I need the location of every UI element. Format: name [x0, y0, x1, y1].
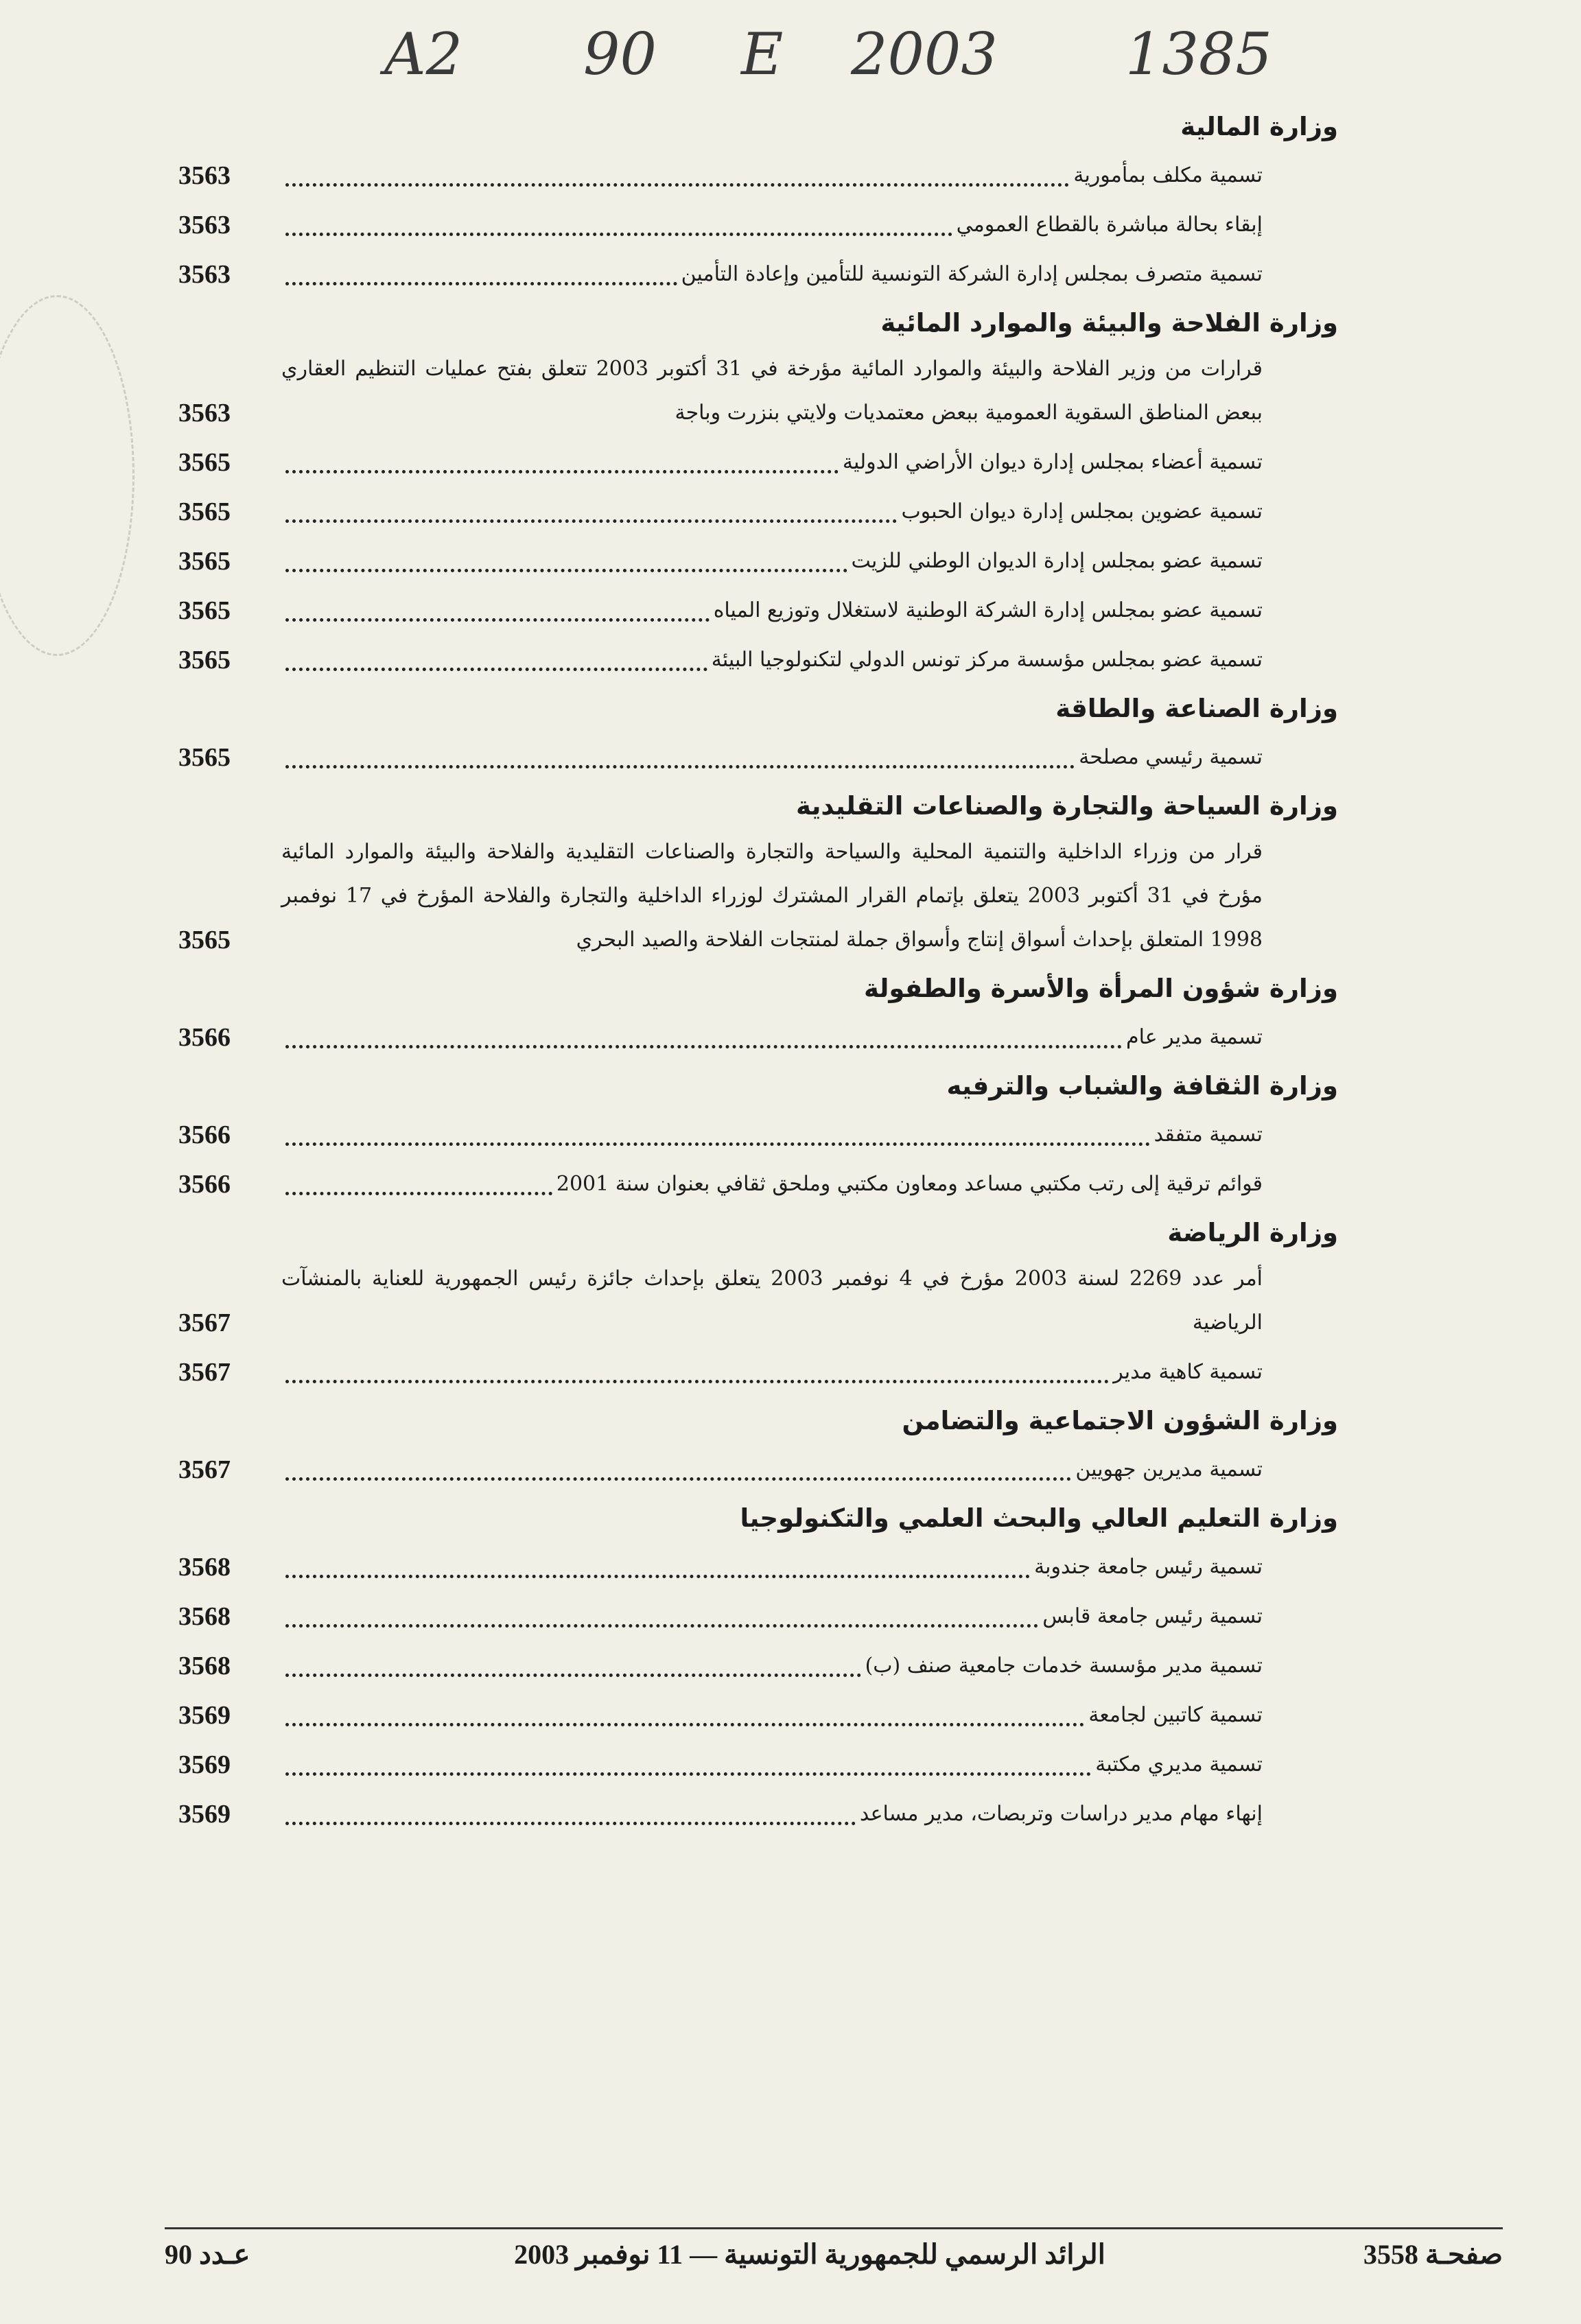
table-of-contents [178, 103, 1338, 1839]
entry-page: 3565 [178, 926, 231, 954]
toc-entry[interactable] [178, 487, 1338, 537]
toc-entry[interactable] [178, 1592, 1338, 1641]
dot-leader [285, 618, 710, 622]
entry-title: تسمية أعضاء بمجلس إدارة ديوان الأراضي الدولية [842, 450, 1263, 474]
dot-leader [285, 1142, 1150, 1146]
entry-title: قرارات من وزير الفلاحة والبيئة والموارد المائية مؤرخة في 31 أكتوبر 2003 تتعلق بفتح عمليات التنظيم العقاري ببعض المناطق السقوية العمومية ببعض معتمديات ولايتي بنزرت وباجة [281, 357, 1263, 425]
handnote-year: 2003 [851, 21, 998, 88]
toc-section [178, 103, 1338, 299]
entry-title: أمر عدد 2269 لسنة 2003 مؤرخ في 4 نوفمبر 2003 يتعلق بإحداث جائزة رئيس الجمهورية للعناية بالمنشآت الرياضية [281, 1267, 1263, 1335]
toc-section [178, 1494, 1338, 1839]
dot-leader [285, 1380, 1109, 1383]
dot-leader [285, 1045, 1122, 1048]
handnote-letter: E [741, 21, 784, 88]
dot-leader [285, 1674, 861, 1677]
entry-page: 3566 [178, 1120, 231, 1149]
toc-entry[interactable] [178, 586, 1338, 635]
toc-entry[interactable] [178, 1348, 1338, 1397]
dot-leader [285, 1723, 1084, 1726]
handnote-issue: 90 [583, 21, 657, 88]
entry-title: تسمية رئيس جامعة قابس [1042, 1604, 1263, 1628]
toc-section [178, 782, 1338, 965]
toc-entry[interactable] [178, 1110, 1338, 1160]
entry-page: 3565 [178, 547, 231, 576]
entry-page: 3567 [178, 1308, 231, 1337]
toc-entry[interactable] [178, 1542, 1338, 1592]
toc-entry[interactable] [178, 347, 1338, 438]
entry-page: 3565 [178, 497, 231, 526]
dot-leader [285, 569, 847, 572]
entry-page: 3568 [178, 1602, 231, 1631]
footer-issue-number: عـدد 90 [165, 2239, 250, 2270]
dot-leader [285, 1192, 552, 1195]
toc-section [178, 299, 1338, 685]
dot-leader [285, 282, 677, 285]
toc-entry[interactable] [178, 250, 1338, 299]
toc-entry[interactable] [178, 830, 1338, 965]
page-footer [165, 2238, 1503, 2279]
dot-leader [285, 519, 897, 523]
entry-title: إبقاء بحالة مباشرة بالقطاع العمومي [956, 213, 1263, 237]
entry-title: تسمية كاتبين لجامعة [1088, 1703, 1263, 1727]
dot-leader [285, 1822, 856, 1825]
section-heading: وزارة المالية [1180, 112, 1338, 141]
dot-leader [285, 183, 1069, 187]
entry-page: 3565 [178, 596, 231, 625]
dot-leader [285, 1772, 1091, 1776]
entry-title: تسمية متفقد [1153, 1123, 1263, 1147]
entry-page: 3567 [178, 1455, 231, 1484]
dot-leader [285, 765, 1075, 768]
dot-leader [285, 233, 952, 236]
entry-title: تسمية رئيسي مصلحة [1079, 745, 1263, 769]
faded-stamp [0, 295, 134, 656]
entry-title: تسمية متصرف بمجلس إدارة الشركة التونسية للتأمين وإعادة التأمين [681, 262, 1263, 286]
entry-page: 3566 [178, 1170, 231, 1199]
entry-page: 3563 [178, 211, 231, 239]
section-heading: وزارة شؤون المرأة والأسرة والطفولة [864, 974, 1338, 1003]
section-heading: وزارة التعليم العالي والبحث العلمي والتكنولوجيا [740, 1503, 1338, 1533]
footer-page-number: صفحـة 3558 [1363, 2239, 1503, 2270]
handnote-number: 1385 [1125, 21, 1272, 88]
toc-entry[interactable] [178, 1740, 1338, 1789]
toc-section [178, 1397, 1338, 1494]
dot-leader [285, 668, 707, 671]
entry-page: 3567 [178, 1358, 231, 1387]
toc-section [178, 1209, 1338, 1397]
entry-page: 3569 [178, 1800, 231, 1829]
toc-entry[interactable] [178, 200, 1338, 250]
entry-page: 3568 [178, 1553, 231, 1582]
entry-title: قرار من وزراء الداخلية والتنمية المحلية والسياحة والتجارة والصناعات التقليدية والفلاحة والبيئة والموارد المائية مؤرخ في 31 أكتوبر 2003 يتعلق بإتمام القرار المشترك لوزراء الداخلية والتجارة والفلاحة المؤرخ في 17 نوفمبر 1998 المتعلق بإحداث أسواق إنتاج وأسواق جملة لمنتجات الفلاحة والصيد البحري [281, 840, 1263, 952]
toc-entry[interactable] [178, 1160, 1338, 1209]
toc-entry[interactable] [178, 1445, 1338, 1494]
entry-title: تسمية عضو بمجلس مؤسسة مركز تونس الدولي لتكنولوجيا البيئة [711, 648, 1263, 672]
toc-entry[interactable] [178, 1691, 1338, 1740]
dot-leader [285, 1624, 1038, 1628]
handnote-ref: A2 [384, 21, 463, 88]
entry-page: 3569 [178, 1750, 231, 1779]
section-heading: وزارة السياحة والتجارة والصناعات التقليدية [796, 791, 1338, 821]
toc-entry[interactable] [178, 438, 1338, 487]
entry-page: 3566 [178, 1023, 231, 1052]
toc-section [178, 1062, 1338, 1209]
entry-page: 3569 [178, 1701, 231, 1730]
section-heading: وزارة الشؤون الاجتماعية والتضامن [902, 1406, 1338, 1435]
toc-section [178, 685, 1338, 782]
toc-entry[interactable] [178, 1257, 1338, 1348]
toc-entry[interactable] [178, 1013, 1338, 1062]
toc-entry[interactable] [178, 733, 1338, 782]
toc-entry[interactable] [178, 151, 1338, 200]
section-heading: وزارة الرياضة [1167, 1218, 1338, 1247]
entry-title: تسمية عضوين بمجلس إدارة ديوان الحبوب [901, 500, 1263, 524]
toc-entry[interactable] [178, 537, 1338, 586]
entry-title: إنهاء مهام مدير دراسات وتربصات، مدير مساعد [859, 1802, 1263, 1826]
entry-page: 3565 [178, 646, 231, 674]
section-heading: وزارة الصناعة والطاقة [1055, 694, 1338, 723]
dot-leader [285, 1575, 1030, 1578]
dot-leader [285, 1477, 1071, 1481]
section-heading: وزارة الثقافة والشباب والترفيه [946, 1071, 1338, 1101]
entry-title: تسمية رئيس جامعة جندوبة [1034, 1555, 1263, 1579]
entry-page: 3565 [178, 448, 231, 477]
entry-title: تسمية مديرين جهويين [1075, 1457, 1263, 1481]
footer-gazette-title: الرائد الرسمي للجمهورية التونسية — 11 نوفمبر 2003 [514, 2239, 1105, 2270]
dot-leader [285, 470, 839, 473]
section-heading: وزارة الفلاحة والبيئة والموارد المائية [880, 308, 1338, 338]
entry-page: 3563 [178, 161, 231, 190]
entry-page: 3565 [178, 743, 231, 772]
entry-title: تسمية عضو بمجلس إدارة الديوان الوطني للزيت [851, 549, 1263, 573]
toc-section [178, 965, 1338, 1062]
entry-title: تسمية مكلف بمأمورية [1073, 163, 1263, 187]
entry-title: قوائم ترقية إلى رتب مكتبي مساعد ومعاون مكتبي وملحق ثقافي بعنوان سنة 2001 [556, 1172, 1263, 1196]
footer-divider [165, 2227, 1503, 2229]
entry-page: 3563 [178, 399, 231, 427]
entry-page: 3563 [178, 260, 231, 289]
toc-entry[interactable] [178, 1641, 1338, 1691]
toc-entry[interactable] [178, 1789, 1338, 1839]
entry-title: تسمية عضو بمجلس إدارة الشركة الوطنية لاستغلال وتوزيع المياه [713, 598, 1263, 622]
toc-entry[interactable] [178, 635, 1338, 685]
entry-title: تسمية مديري مكتبة [1095, 1752, 1263, 1776]
entry-title: تسمية مدير عام [1126, 1025, 1263, 1049]
entry-title: تسمية كاهية مدير [1113, 1360, 1263, 1384]
entry-title: تسمية مدير مؤسسة خدمات جامعية صنف (ب) [865, 1654, 1263, 1678]
entry-page: 3568 [178, 1652, 231, 1680]
